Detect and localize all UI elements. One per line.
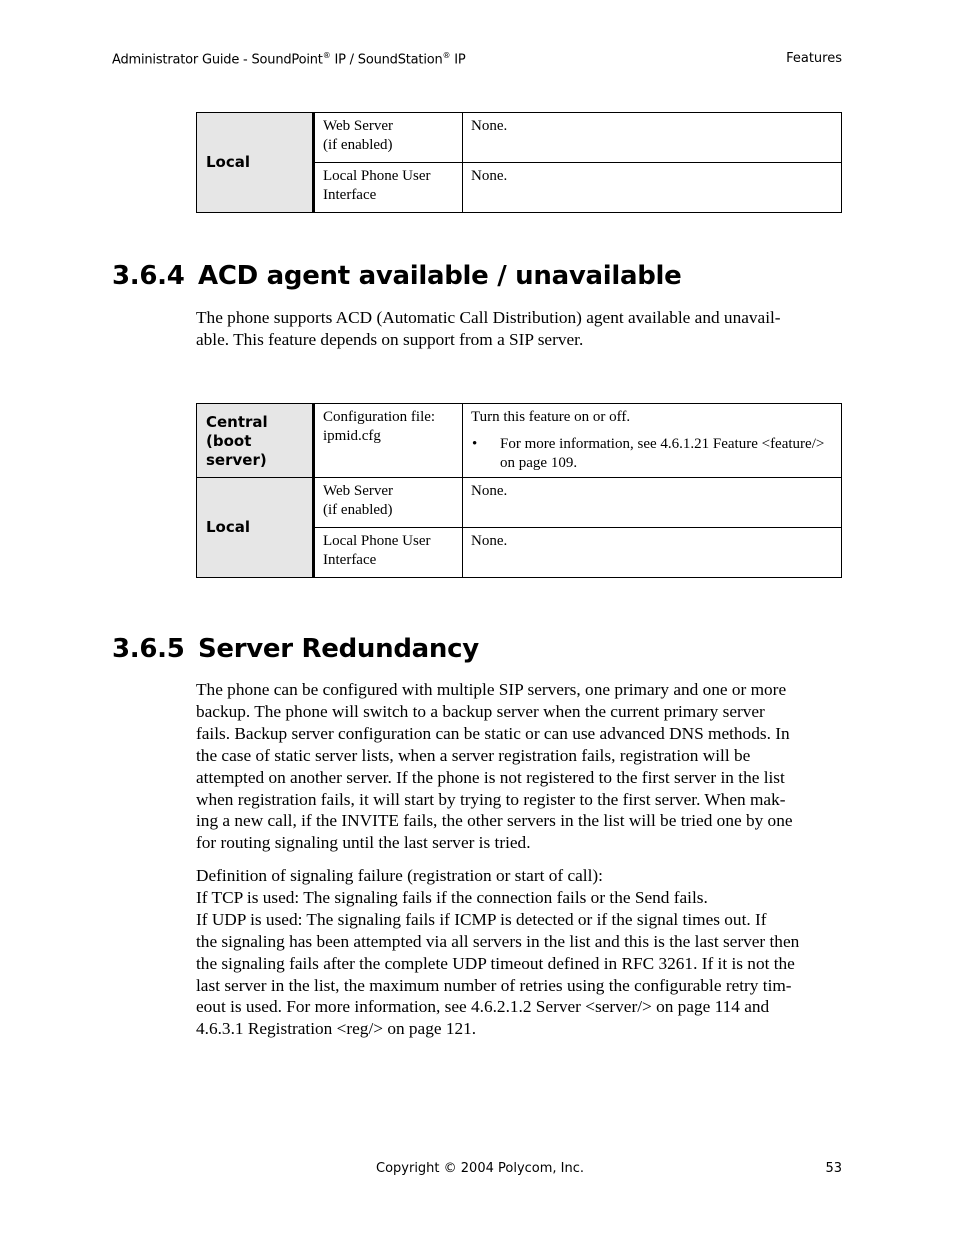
group-label-line: Central [206,413,268,431]
paragraph-line: If TCP is used: The signaling fails if the connection fails or the Send fails. [196,887,708,907]
section-paragraph [196,679,842,854]
header-title-part2: IP / SoundStation [330,52,443,68]
table-row [197,404,842,478]
group-cell-local: Local [197,113,314,213]
bullet-marker: • [472,436,478,452]
paragraph-line: ing a new call, if the INVITE fails, the other servers in the list will be tried one by one [196,811,793,831]
group-label-line: server) [206,451,267,469]
header-title-part3: IP [450,52,466,68]
source-line: Local Phone User [323,168,431,184]
bullet-text [500,435,824,473]
source-line: ipmid.cfg [323,428,381,444]
paragraph-line: eout is used. For more information, see 4.6.2.1.2 Server <server/> on page 114 and [196,997,770,1017]
paragraph-line: able. This feature depends on support from a SIP server. [196,329,584,349]
paragraph-line: when registration fails, it will start by trying to register to the first server. When mak- [196,789,786,809]
section-paragraph [196,865,842,1040]
running-header-title [112,51,466,67]
page-number: 53 [825,1161,842,1176]
config-table-local [196,112,842,213]
description-cell: None. [463,528,842,578]
section-heading-3-6-5 [112,634,479,664]
source-cell [314,113,463,163]
source-line: Interface [323,552,377,568]
paragraph-line: The phone supports ACD (Automatic Call Distribution) agent available and unavail- [196,308,781,327]
source-line: Local Phone User [323,533,431,549]
paragraph-line: attempted on another server. If the phone is not registered to the first server in the list [196,767,785,787]
bullet-item [471,435,833,473]
paragraph-line: for routing signaling until the last server is tried. [196,833,531,853]
paragraph-line: The phone can be configured with multiple SIP servers, one primary and one or more [196,680,787,699]
description-text: Turn this feature on or off. [471,409,631,425]
source-cell [314,404,463,478]
config-table-central-local [196,403,842,578]
paragraph-line: If UDP is used: The signaling fails if ICMP is detected or if the signal times out. If [196,909,767,929]
source-line: (if enabled) [323,502,393,518]
source-line: Web Server [323,118,394,134]
paragraph-line: the case of static server lists, when a server registration fails, registration will be [196,745,751,765]
table-row [197,113,842,163]
footer-copyright: Copyright © 2004 Polycom, Inc. [376,1161,585,1176]
paragraph-line: the signaling fails after the complete UDP timeout defined in RFC 3261. If it is not the [196,953,795,973]
bullet-line: on page 109. [500,455,578,471]
section-number: 3.6.5 [112,634,185,664]
paragraph-line: backup. The phone will switch to a backup server when the current primary server [196,701,765,721]
source-line: Interface [323,187,377,203]
description-cell: None. [463,163,842,213]
section-heading-3-6-4 [112,261,681,291]
description-cell: None. [463,113,842,163]
group-label-line: (boot [206,432,252,450]
section-paragraph [196,307,842,351]
source-cell [314,528,463,578]
paragraph-line: last server in the list, the maximum number of retries using the configurable retry tim- [196,975,792,995]
section-number: 3.6.4 [112,261,185,291]
registered-mark: ® [442,51,451,60]
section-title: Server Redundancy [198,634,479,664]
paragraph-line: Definition of signaling failure (registration or start of call): [196,866,603,885]
source-line: Configuration file: [323,409,436,425]
source-cell [314,163,463,213]
paragraph-line: 4.6.3.1 Registration <reg/> on page 121. [196,1019,477,1039]
header-title-part1: Administrator Guide - SoundPoint [112,52,323,68]
description-cell: None. [463,478,842,528]
source-line: (if enabled) [323,137,393,153]
registered-mark: ® [322,51,331,60]
description-cell [463,404,842,478]
bullet-line: For more information, see 4.6.1.21 Feature <feature/> [500,436,825,452]
group-cell-local: Local [197,478,314,578]
paragraph-line: fails. Backup server configuration can be static or can use advanced DNS methods. In [196,723,790,743]
table-row [197,478,842,528]
running-header-section: Features [786,51,842,66]
section-title: ACD agent available / unavailable [198,261,682,291]
source-cell [314,478,463,528]
source-line: Web Server [323,483,394,499]
group-cell-central [197,404,314,478]
paragraph-line: the signaling has been attempted via all servers in the list and this is the last server then [196,931,800,951]
